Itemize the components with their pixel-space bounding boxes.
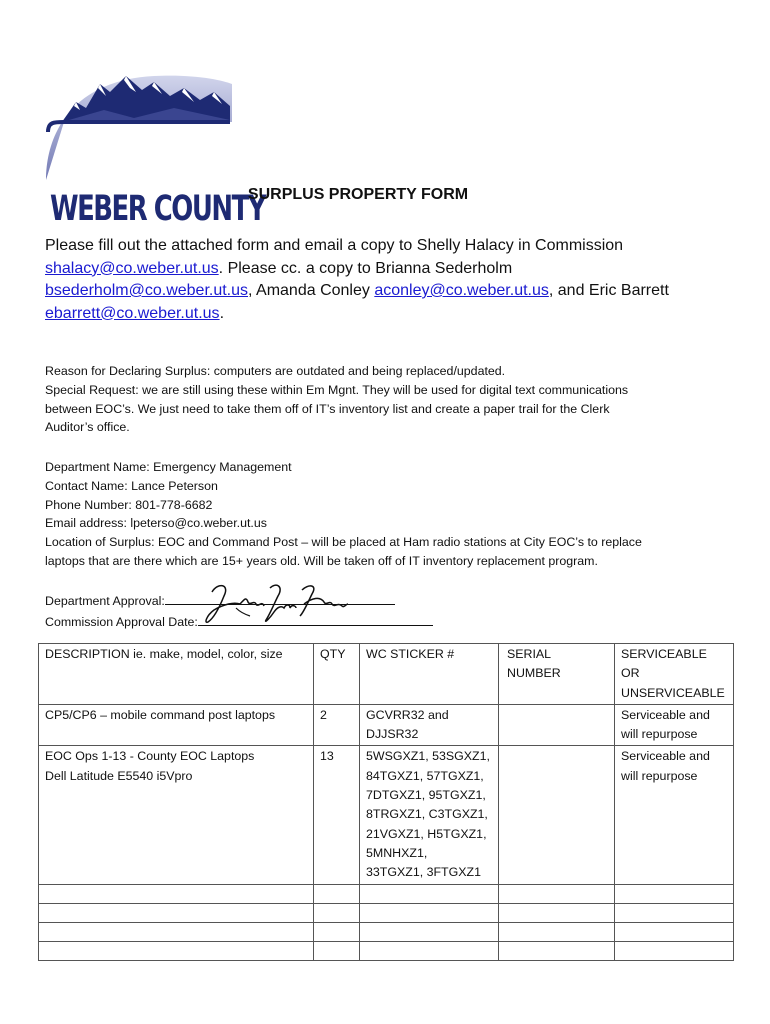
cell-serial[interactable] [499,704,615,746]
table-row-empty [39,903,734,922]
email-link-conley[interactable]: aconley@co.weber.ut.us [374,282,549,299]
empty-cell[interactable] [615,941,734,960]
intro-paragraph [45,235,745,325]
department-name: Department Name: Emergency Management [45,460,292,474]
empty-cell[interactable] [499,903,615,922]
department-approval-label: Department Approval: [45,594,165,608]
cell-serviceable[interactable]: Serviceable and will repurpose [615,746,734,884]
contact-name: Contact Name: Lance Peterson [45,478,218,493]
form-title: SURPLUS PROPERTY FORM [247,186,469,203]
email-link-halacy[interactable]: shalacy@co.weber.ut.us [45,259,219,277]
surplus-items-table [38,643,734,961]
commission-approval-label: Commission Approval Date: [45,614,198,629]
table-row-empty [39,941,734,960]
phone-number: Phone Number: 801-778-6682 [45,497,213,512]
header-serial: SERIAL NUMBER [499,644,615,705]
table-row-empty [39,884,734,903]
empty-cell[interactable] [360,903,499,922]
header-serviceable: SERVICEABLE OR UNSERVICEABLE [615,644,734,705]
email-link-sederholm[interactable]: bsederholm@co.weber.ut.us [45,282,249,299]
table-row-empty [39,922,734,941]
table-row [39,746,734,884]
weber-county-logo [44,62,266,229]
intro-text: . [219,304,225,322]
header-sticker: WC STICKER # [360,644,499,705]
cell-description[interactable]: EOC Ops 1-13 - County EOC Laptops Dell Latitude E5540 i5Vpro [39,746,314,884]
empty-cell[interactable] [499,884,615,903]
header-description: DESCRIPTION ie. make, model, color, size [39,644,314,705]
empty-cell[interactable] [615,903,734,922]
table-row [39,704,734,746]
empty-cell[interactable] [314,884,360,903]
special-request-text: Auditor’s office. [45,420,130,435]
special-request-text: Special Request: we are still using these within Em Mgnt. They will be used for digital text communications [45,382,629,397]
empty-cell[interactable] [499,941,615,960]
department-section [45,458,735,571]
cell-description[interactable]: CP5/CP6 – mobile command post laptops [39,704,314,746]
location-text: laptops that are there which are 15+ years old. Will be taken off of IT inventory replacement program. [45,553,598,568]
empty-cell[interactable] [360,884,499,903]
cell-serviceable[interactable]: Serviceable and will repurpose [615,704,734,746]
empty-cell[interactable] [615,884,734,903]
location-text: Location of Surplus: EOC and Command Post – will be placed at Ham radio stations at City EOC’s to replace [45,535,642,550]
email-address: Email address: lpeterso@co.weber.ut.us [45,516,267,531]
empty-cell[interactable] [39,922,314,941]
reason-text: Reason for Declaring Surplus: computers are outdated and being replaced/updated. [45,364,506,378]
empty-cell[interactable] [39,884,314,903]
empty-cell[interactable] [615,922,734,941]
table-header-row [39,644,734,705]
email-link-barrett[interactable]: ebarrett@co.weber.ut.us [45,304,220,322]
header-qty: QTY [314,644,360,705]
reason-section [45,362,735,437]
empty-cell[interactable] [360,941,499,960]
cell-sticker[interactable]: 5WSGXZ1, 53SGXZ1, 84TGXZ1, 57TGXZ1, 7DTGXZ1, 95TGXZ1, 8TRGXZ1, C3TGXZ1, 21VGXZ1, H5TGXZ1, 5MNHXZ1, 33TGXZ1, 3FTGXZ1 [360,746,499,884]
intro-text: , and Eric Barrett [548,282,669,299]
empty-cell[interactable] [39,941,314,960]
empty-cell[interactable] [314,922,360,941]
empty-cell[interactable] [314,941,360,960]
intro-text: , Amanda Conley [248,282,375,299]
empty-cell[interactable] [314,903,360,922]
empty-cell[interactable] [39,903,314,922]
logo-wordmark: WEBER COUNTY [50,189,266,229]
approvals-section [45,590,735,632]
handwritten-signature [200,578,350,628]
special-request-text: between EOC’s. We just need to take them off of IT’s inventory list and create a paper trail for the Clerk [45,401,610,416]
cell-serial[interactable] [499,746,615,884]
empty-cell[interactable] [499,922,615,941]
intro-text: . Please cc. a copy to Brianna Sederholm [218,259,513,277]
cell-sticker[interactable]: GCVRR32 and DJJSR32 [360,704,499,746]
mountain-logo-icon [44,62,234,182]
cell-qty[interactable]: 2 [314,704,360,746]
empty-cell[interactable] [360,922,499,941]
intro-text: Please fill out the attached form and email a copy to Shelly Halacy in Commission [45,237,624,254]
cell-qty[interactable]: 13 [314,746,360,884]
